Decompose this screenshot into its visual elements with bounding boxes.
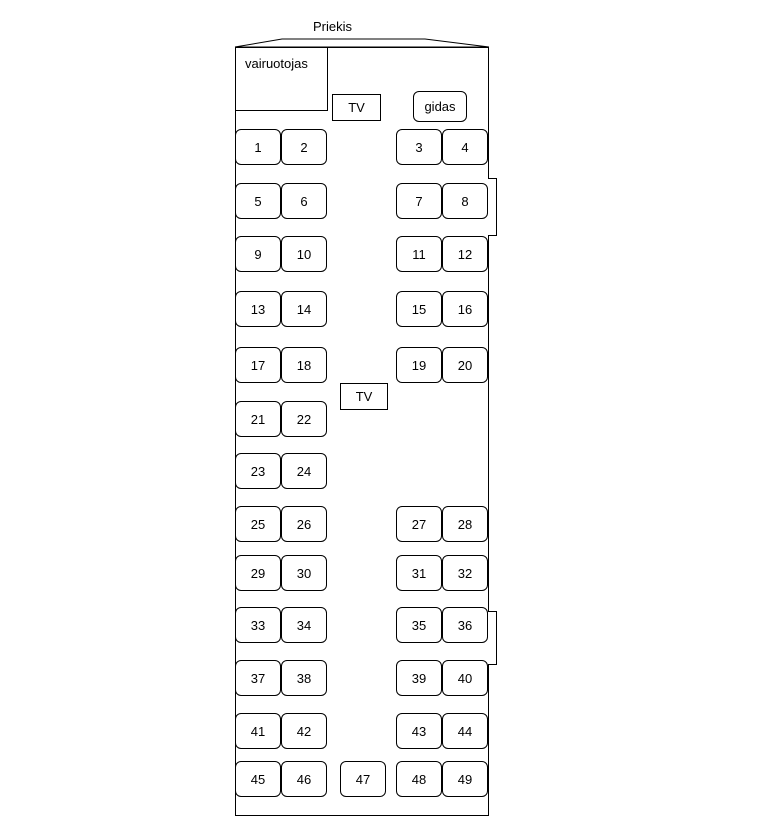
seat-25[interactable]: 25 [235, 506, 281, 542]
seat-6[interactable]: 6 [281, 183, 327, 219]
seat-38[interactable]: 38 [281, 660, 327, 696]
seat-10[interactable]: 10 [281, 236, 327, 272]
seat-43[interactable]: 43 [396, 713, 442, 749]
seat-28[interactable]: 28 [442, 506, 488, 542]
seat-36[interactable]: 36 [442, 607, 488, 643]
guide-seat[interactable]: gidas [413, 91, 467, 122]
front-label: Priekis [313, 19, 353, 34]
seat-32[interactable]: 32 [442, 555, 488, 591]
seat-16[interactable]: 16 [442, 291, 488, 327]
seat-15[interactable]: 15 [396, 291, 442, 327]
seat-8[interactable]: 8 [442, 183, 488, 219]
seat-37[interactable]: 37 [235, 660, 281, 696]
seat-44[interactable]: 44 [442, 713, 488, 749]
seat-29[interactable]: 29 [235, 555, 281, 591]
seat-3[interactable]: 3 [396, 129, 442, 165]
seat-47[interactable]: 47 [340, 761, 386, 797]
seat-23[interactable]: 23 [235, 453, 281, 489]
seat-13[interactable]: 13 [235, 291, 281, 327]
seat-27[interactable]: 27 [396, 506, 442, 542]
seat-33[interactable]: 33 [235, 607, 281, 643]
seat-24[interactable]: 24 [281, 453, 327, 489]
seat-42[interactable]: 42 [281, 713, 327, 749]
seat-48[interactable]: 48 [396, 761, 442, 797]
seat-31[interactable]: 31 [396, 555, 442, 591]
seat-2[interactable]: 2 [281, 129, 327, 165]
seat-22[interactable]: 22 [281, 401, 327, 437]
seat-5[interactable]: 5 [235, 183, 281, 219]
seat-49[interactable]: 49 [442, 761, 488, 797]
seat-39[interactable]: 39 [396, 660, 442, 696]
seat-45[interactable]: 45 [235, 761, 281, 797]
seat-19[interactable]: 19 [396, 347, 442, 383]
seat-9[interactable]: 9 [235, 236, 281, 272]
seat-46[interactable]: 46 [281, 761, 327, 797]
seat-35[interactable]: 35 [396, 607, 442, 643]
seat-14[interactable]: 14 [281, 291, 327, 327]
seat-1[interactable]: 1 [235, 129, 281, 165]
seat-18[interactable]: 18 [281, 347, 327, 383]
seat-21[interactable]: 21 [235, 401, 281, 437]
seat-4[interactable]: 4 [442, 129, 488, 165]
rear-door [488, 611, 497, 665]
seat-26[interactable]: 26 [281, 506, 327, 542]
seat-17[interactable]: 17 [235, 347, 281, 383]
tv-screen-front: TV [332, 94, 381, 121]
tv-screen-middle: TV [340, 383, 388, 410]
seat-11[interactable]: 11 [396, 236, 442, 272]
seat-20[interactable]: 20 [442, 347, 488, 383]
seat-34[interactable]: 34 [281, 607, 327, 643]
seat-30[interactable]: 30 [281, 555, 327, 591]
front-door [488, 178, 497, 236]
seat-7[interactable]: 7 [396, 183, 442, 219]
seat-12[interactable]: 12 [442, 236, 488, 272]
seat-41[interactable]: 41 [235, 713, 281, 749]
seat-40[interactable]: 40 [442, 660, 488, 696]
driver-area [235, 47, 328, 111]
driver-label: vairuotojas [245, 56, 308, 71]
